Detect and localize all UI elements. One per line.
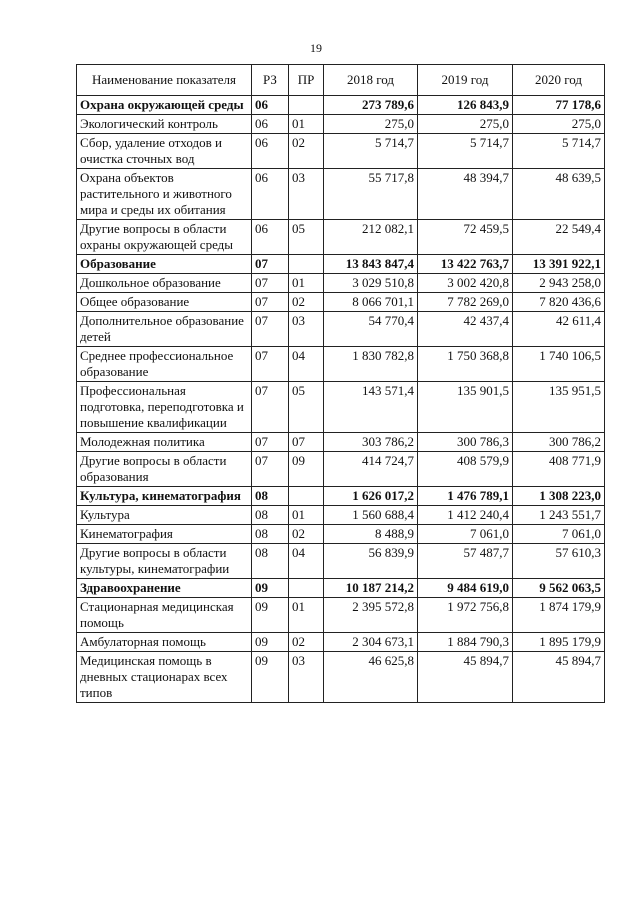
row-value-2018: 1 560 688,4 <box>324 506 418 525</box>
row-value-2020: 2 943 258,0 <box>513 274 605 293</box>
table-section-row <box>77 487 605 506</box>
row-rz: 09 <box>252 598 289 633</box>
row-value-2019: 7 061,0 <box>418 525 513 544</box>
row-pr: 05 <box>289 382 324 433</box>
row-value-2020: 1 308 223,0 <box>513 487 605 506</box>
row-value-2018: 2 304 673,1 <box>324 633 418 652</box>
row-name: Другие вопросы в области образования <box>77 452 252 487</box>
row-rz: 09 <box>252 579 289 598</box>
row-rz: 08 <box>252 487 289 506</box>
row-rz: 07 <box>252 433 289 452</box>
row-rz: 07 <box>252 382 289 433</box>
row-value-2018: 8 488,9 <box>324 525 418 544</box>
row-value-2020: 135 951,5 <box>513 382 605 433</box>
table-header-row <box>77 65 605 96</box>
row-rz: 06 <box>252 220 289 255</box>
row-value-2019: 408 579,9 <box>418 452 513 487</box>
table-row <box>77 382 605 433</box>
row-pr: 01 <box>289 598 324 633</box>
header-2018: 2018 год <box>324 65 418 96</box>
row-value-2020: 5 714,7 <box>513 134 605 169</box>
row-value-2020: 13 391 922,1 <box>513 255 605 274</box>
table-row <box>77 433 605 452</box>
row-value-2020: 7 061,0 <box>513 525 605 544</box>
row-pr: 04 <box>289 544 324 579</box>
row-rz: 07 <box>252 312 289 347</box>
row-rz: 07 <box>252 274 289 293</box>
row-pr: 02 <box>289 525 324 544</box>
row-name: Охрана объектов растительного и животного мира и среды их обитания <box>77 169 252 220</box>
row-value-2019: 13 422 763,7 <box>418 255 513 274</box>
row-name: Экологический контроль <box>77 115 252 134</box>
row-value-2018: 56 839,9 <box>324 544 418 579</box>
row-name: Сбор, удаление отходов и очистка сточных вод <box>77 134 252 169</box>
row-value-2018: 143 571,4 <box>324 382 418 433</box>
row-value-2019: 1 412 240,4 <box>418 506 513 525</box>
table-body <box>77 96 605 703</box>
row-pr: 03 <box>289 312 324 347</box>
row-value-2020: 22 549,4 <box>513 220 605 255</box>
row-name: Здравоохранение <box>77 579 252 598</box>
table-row <box>77 525 605 544</box>
row-pr <box>289 487 324 506</box>
row-name: Культура, кинематография <box>77 487 252 506</box>
row-value-2018: 273 789,6 <box>324 96 418 115</box>
row-rz: 08 <box>252 506 289 525</box>
row-pr: 04 <box>289 347 324 382</box>
table-row <box>77 312 605 347</box>
row-value-2019: 1 884 790,3 <box>418 633 513 652</box>
table-row <box>77 652 605 703</box>
row-value-2018: 46 625,8 <box>324 652 418 703</box>
row-value-2019: 5 714,7 <box>418 134 513 169</box>
row-rz: 06 <box>252 96 289 115</box>
header-2020: 2020 год <box>513 65 605 96</box>
row-value-2019: 72 459,5 <box>418 220 513 255</box>
row-value-2020: 42 611,4 <box>513 312 605 347</box>
row-rz: 06 <box>252 115 289 134</box>
table-section-row <box>77 579 605 598</box>
row-rz: 07 <box>252 347 289 382</box>
header-2019: 2019 год <box>418 65 513 96</box>
row-pr <box>289 579 324 598</box>
row-pr: 05 <box>289 220 324 255</box>
table-row <box>77 506 605 525</box>
row-rz: 09 <box>252 652 289 703</box>
row-rz: 09 <box>252 633 289 652</box>
row-name: Охрана окружающей среды <box>77 96 252 115</box>
row-pr: 01 <box>289 274 324 293</box>
table-row <box>77 134 605 169</box>
row-pr: 02 <box>289 134 324 169</box>
row-value-2019: 1 750 368,8 <box>418 347 513 382</box>
table-row <box>77 347 605 382</box>
row-rz: 08 <box>252 525 289 544</box>
table-row <box>77 544 605 579</box>
row-name: Среднее профессиональное образование <box>77 347 252 382</box>
row-name: Профессиональная подготовка, переподготовка и повышение квалификации <box>77 382 252 433</box>
table-row <box>77 169 605 220</box>
row-value-2020: 1 740 106,5 <box>513 347 605 382</box>
row-name: Культура <box>77 506 252 525</box>
row-value-2018: 2 395 572,8 <box>324 598 418 633</box>
row-value-2020: 1 243 551,7 <box>513 506 605 525</box>
row-value-2019: 3 002 420,8 <box>418 274 513 293</box>
row-value-2019: 48 394,7 <box>418 169 513 220</box>
row-value-2019: 57 487,7 <box>418 544 513 579</box>
row-value-2020: 57 610,3 <box>513 544 605 579</box>
row-rz: 07 <box>252 255 289 274</box>
row-rz: 07 <box>252 452 289 487</box>
row-value-2019: 42 437,4 <box>418 312 513 347</box>
row-name: Кинематография <box>77 525 252 544</box>
row-value-2018: 1 626 017,2 <box>324 487 418 506</box>
row-rz: 07 <box>252 293 289 312</box>
header-rz: РЗ <box>252 65 289 96</box>
row-value-2020: 300 786,2 <box>513 433 605 452</box>
table-row <box>77 115 605 134</box>
row-value-2018: 13 843 847,4 <box>324 255 418 274</box>
page-number: 19 <box>310 41 322 55</box>
row-value-2020: 7 820 436,6 <box>513 293 605 312</box>
row-pr: 02 <box>289 293 324 312</box>
row-value-2020: 408 771,9 <box>513 452 605 487</box>
budget-table <box>76 64 605 703</box>
row-value-2019: 300 786,3 <box>418 433 513 452</box>
row-pr: 07 <box>289 433 324 452</box>
row-value-2019: 1 476 789,1 <box>418 487 513 506</box>
row-value-2019: 1 972 756,8 <box>418 598 513 633</box>
row-name: Стационарная медицинская помощь <box>77 598 252 633</box>
row-value-2019: 45 894,7 <box>418 652 513 703</box>
row-value-2019: 9 484 619,0 <box>418 579 513 598</box>
row-name: Другие вопросы в области культуры, кинематографии <box>77 544 252 579</box>
row-rz: 08 <box>252 544 289 579</box>
row-name: Молодежная политика <box>77 433 252 452</box>
row-value-2019: 275,0 <box>418 115 513 134</box>
header-pr: ПР <box>289 65 324 96</box>
row-value-2019: 7 782 269,0 <box>418 293 513 312</box>
row-value-2018: 3 029 510,8 <box>324 274 418 293</box>
header-name: Наименование показателя <box>77 65 252 96</box>
row-pr <box>289 255 324 274</box>
table-row <box>77 220 605 255</box>
table-row <box>77 452 605 487</box>
table-row <box>77 293 605 312</box>
row-value-2020: 9 562 063,5 <box>513 579 605 598</box>
row-rz: 06 <box>252 134 289 169</box>
row-name: Медицинская помощь в дневных стационарах всех типов <box>77 652 252 703</box>
row-value-2018: 8 066 701,1 <box>324 293 418 312</box>
row-value-2018: 55 717,8 <box>324 169 418 220</box>
row-pr: 03 <box>289 169 324 220</box>
row-value-2018: 275,0 <box>324 115 418 134</box>
row-pr: 02 <box>289 633 324 652</box>
table-section-row <box>77 255 605 274</box>
row-pr: 09 <box>289 452 324 487</box>
row-name: Дошкольное образование <box>77 274 252 293</box>
row-name: Амбулаторная помощь <box>77 633 252 652</box>
row-value-2018: 10 187 214,2 <box>324 579 418 598</box>
row-value-2020: 48 639,5 <box>513 169 605 220</box>
row-name: Дополнительное образование детей <box>77 312 252 347</box>
row-value-2019: 135 901,5 <box>418 382 513 433</box>
row-value-2018: 303 786,2 <box>324 433 418 452</box>
row-name: Общее образование <box>77 293 252 312</box>
row-value-2018: 1 830 782,8 <box>324 347 418 382</box>
table-section-row <box>77 96 605 115</box>
row-value-2018: 414 724,7 <box>324 452 418 487</box>
table-row <box>77 274 605 293</box>
row-name: Образование <box>77 255 252 274</box>
row-name: Другие вопросы в области охраны окружающей среды <box>77 220 252 255</box>
row-value-2018: 5 714,7 <box>324 134 418 169</box>
row-value-2020: 1 895 179,9 <box>513 633 605 652</box>
row-value-2018: 54 770,4 <box>324 312 418 347</box>
row-value-2020: 275,0 <box>513 115 605 134</box>
row-value-2020: 45 894,7 <box>513 652 605 703</box>
table-row <box>77 598 605 633</box>
row-pr: 01 <box>289 506 324 525</box>
row-pr: 03 <box>289 652 324 703</box>
row-value-2020: 77 178,6 <box>513 96 605 115</box>
row-value-2018: 212 082,1 <box>324 220 418 255</box>
table-row <box>77 633 605 652</box>
row-pr: 01 <box>289 115 324 134</box>
row-value-2020: 1 874 179,9 <box>513 598 605 633</box>
row-pr <box>289 96 324 115</box>
row-value-2019: 126 843,9 <box>418 96 513 115</box>
row-rz: 06 <box>252 169 289 220</box>
